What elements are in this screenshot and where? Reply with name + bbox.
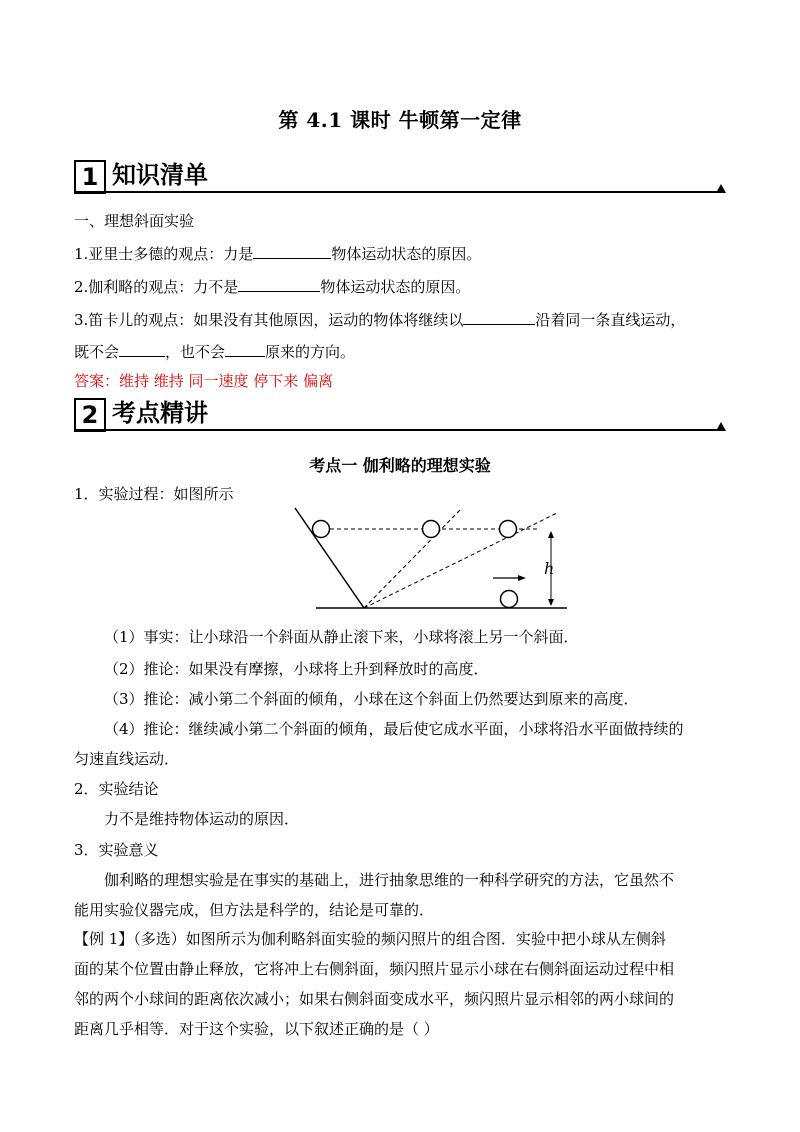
item-text: 物体运动状态的原因。 bbox=[331, 245, 482, 263]
subheading-ideal-incline: 一、理想斜面实验 bbox=[74, 212, 195, 230]
item-text: 物体运动状态的原因。 bbox=[320, 278, 471, 296]
answer-text: 答案：维持 维持 同一速度 停下来 偏离 bbox=[74, 372, 334, 390]
experiment-process-label: 1．实验过程：如图所示 bbox=[74, 485, 234, 503]
section-header-knowledge bbox=[74, 158, 726, 198]
item-galileo bbox=[74, 276, 734, 297]
arrow-head-icon bbox=[518, 575, 526, 581]
item-aristotle bbox=[74, 243, 734, 264]
step-inference-3-cont: 匀速直线运动． bbox=[74, 750, 180, 768]
section-label: 考点精讲 bbox=[112, 399, 208, 427]
left-incline bbox=[295, 508, 364, 608]
galileo-incline-figure bbox=[290, 505, 580, 615]
item-descartes bbox=[74, 309, 734, 330]
example-line-2: 面的某个位置由静止释放，它将冲上右侧斜面，频闪照片显示小球在右侧斜面运动过程中相 bbox=[74, 960, 675, 978]
significance-text-cont: 能用实验仪器完成，但方法是科学的，结论是可靠的． bbox=[74, 901, 435, 919]
right-incline-steep bbox=[364, 508, 462, 608]
section-label: 知识清单 bbox=[112, 161, 208, 189]
item-text: 3.笛卡儿的观点：如果没有其他原因，运动的物体将继续以 bbox=[74, 311, 464, 329]
fill-blank bbox=[119, 341, 165, 357]
conclusion-label: 2．实验结论 bbox=[74, 780, 159, 798]
item-text: 沿着同一条直线运动， bbox=[535, 311, 686, 329]
section-number: 1 bbox=[74, 160, 106, 194]
step-inference-3: （4）推论：继续减小第二个斜面的倾角，最后使它成水平面，小球将沿水平面做持续的 bbox=[104, 720, 684, 738]
item-text: ，也不会 bbox=[165, 343, 226, 361]
fill-blank bbox=[463, 309, 535, 325]
example-line-3: 邻的两个小球间的距离依次减小；如果右侧斜面变成水平，频闪照片显示相邻的两小球间的 bbox=[74, 990, 675, 1008]
item-text: 既不会 bbox=[74, 343, 120, 361]
arrow-down-icon bbox=[548, 599, 554, 606]
right-incline-gentle bbox=[364, 513, 557, 608]
item-descartes-cont bbox=[74, 341, 734, 362]
triangle-icon bbox=[716, 422, 726, 431]
example-line-4: 距离几乎相等．对于这个实验，以下叙述正确的是（ ） bbox=[74, 1020, 439, 1038]
example-line-1: 【例 1】（多选）如图所示为伽利略斜面实验的频闪照片的组合图．实验中把小球从左侧斜 bbox=[74, 930, 666, 948]
ball-gentle bbox=[500, 521, 517, 538]
section-header-key-points bbox=[74, 396, 726, 436]
step-inference-1: （2）推论：如果没有摩擦，小球将上升到释放时的高度． bbox=[104, 660, 489, 678]
topic-heading: 考点一 伽利略的理想实验 bbox=[309, 456, 491, 475]
item-text: 原来的方向。 bbox=[265, 343, 356, 361]
fill-blank bbox=[253, 243, 331, 259]
step-fact: （1）事实：让小球沿一个斜面从静止滚下来，小球将滚上另一个斜面． bbox=[104, 628, 579, 646]
section-number: 2 bbox=[74, 398, 106, 432]
section-rule bbox=[74, 429, 718, 431]
significance-label: 3．实验意义 bbox=[74, 841, 159, 859]
triangle-icon bbox=[716, 184, 726, 193]
arrow-up-icon bbox=[548, 531, 554, 538]
item-text: 1.亚里士多德的观点：力是 bbox=[74, 245, 254, 263]
ball-horizontal bbox=[501, 591, 518, 608]
conclusion-text: 力不是维持物体运动的原因． bbox=[104, 810, 300, 828]
step-inference-2: （3）推论：减小第二个斜面的倾角，小球在这个斜面上仍然要达到原来的高度． bbox=[104, 690, 639, 708]
ball-start bbox=[313, 521, 330, 538]
ball-steep bbox=[423, 521, 440, 538]
height-label: h bbox=[544, 559, 555, 578]
significance-text: 伽利略的理想实验是在事实的基础上，进行抽象思维的一种科学研究的方法，它虽然不 bbox=[104, 871, 675, 889]
fill-blank bbox=[238, 276, 320, 292]
page-title: 第 4.1 课时 牛顿第一定律 bbox=[278, 108, 522, 132]
section-rule bbox=[74, 191, 718, 193]
item-text: 2.伽利略的观点：力不是 bbox=[74, 278, 239, 296]
fill-blank bbox=[225, 341, 265, 357]
